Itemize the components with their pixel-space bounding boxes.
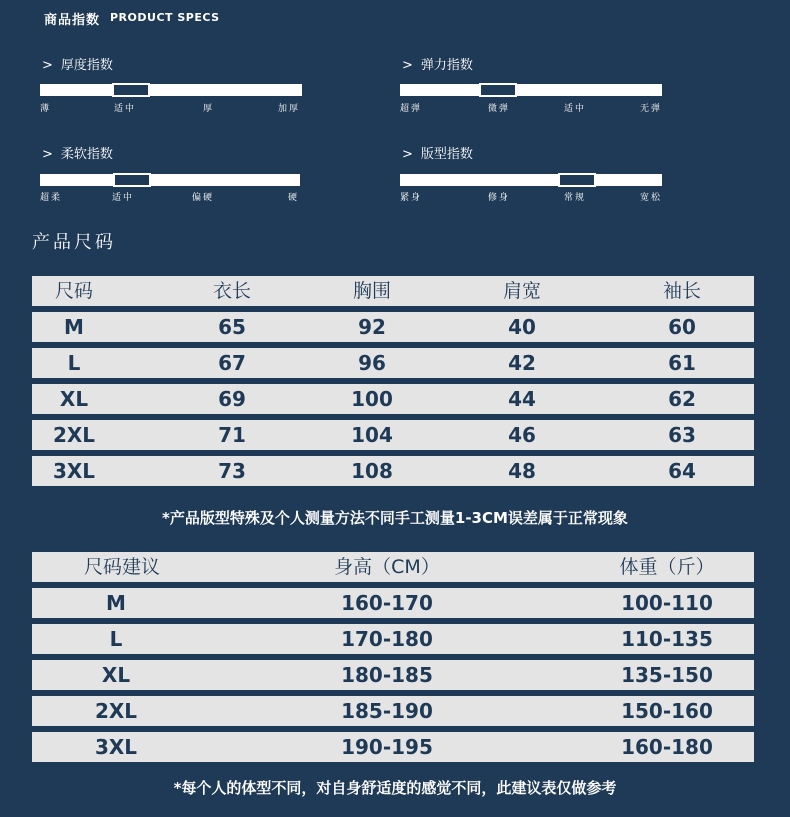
size-cell: 3XL <box>52 459 96 483</box>
fit-index-label: 版型指数 <box>420 147 473 162</box>
specs-title-en: PRODUCT SPECS <box>110 11 220 24</box>
shoulder-cell: 42 <box>508 351 536 375</box>
size-section-title: 产品尺码 <box>32 232 116 253</box>
softness-index-marker <box>113 173 151 187</box>
recommend-header-height: 身高（CM） <box>334 556 440 578</box>
sleeve-cell: 60 <box>668 315 696 339</box>
elasticity-index-title <box>402 54 473 73</box>
softness-label-medium: 适中 <box>112 193 135 203</box>
chest-cell: 96 <box>358 351 386 375</box>
elasticity-label-medium: 适中 <box>564 104 587 114</box>
chevron-right-icon: > <box>402 58 413 73</box>
softness-index-label: 柔软指数 <box>60 147 113 162</box>
height-cell: 170-180 <box>341 627 433 651</box>
softness-label-hard: 硬 <box>288 193 300 203</box>
length-cell: 73 <box>218 459 246 483</box>
size-cell: XL <box>59 387 89 411</box>
size-cell: M <box>64 315 84 339</box>
sleeve-cell: 61 <box>668 351 696 375</box>
table-row <box>32 588 754 618</box>
elasticity-label-slight: 微弹 <box>488 104 511 114</box>
length-cell: 65 <box>218 315 246 339</box>
table-row <box>32 456 754 486</box>
sleeve-cell: 63 <box>668 423 696 447</box>
length-cell: 71 <box>218 423 246 447</box>
shoulder-cell: 46 <box>508 423 536 447</box>
size-cell: 2XL <box>94 699 138 723</box>
size-cell: L <box>109 627 123 651</box>
recommend-header-size: 尺码建议 <box>83 556 160 578</box>
size-measurement-note: *产品版型特殊及个人测量方法不同手工测量1-3CM误差属于正常现象 <box>162 509 628 527</box>
thickness-index-bar <box>40 84 302 96</box>
table-row <box>32 660 754 690</box>
sleeve-cell: 64 <box>668 459 696 483</box>
thickness-label-thin: 薄 <box>40 104 52 114</box>
table-row <box>32 732 754 762</box>
size-header-size: 尺码 <box>54 280 93 302</box>
thickness-index-marker <box>112 83 150 97</box>
length-cell: 69 <box>218 387 246 411</box>
table-row <box>32 696 754 726</box>
elasticity-index-marker <box>479 83 517 97</box>
size-header-sleeve: 袖长 <box>662 280 701 302</box>
weight-cell: 150-160 <box>621 699 713 723</box>
fit-index-title <box>402 143 473 162</box>
shoulder-cell: 40 <box>508 315 536 339</box>
size-cell: 3XL <box>94 735 138 759</box>
table-row <box>32 384 754 414</box>
chest-cell: 100 <box>351 387 393 411</box>
chevron-right-icon: > <box>42 147 53 162</box>
chest-cell: 108 <box>351 459 393 483</box>
length-cell: 67 <box>218 351 246 375</box>
size-cell: M <box>106 591 126 615</box>
table-row <box>32 348 754 378</box>
size-cell: XL <box>101 663 131 687</box>
chest-cell: 104 <box>351 423 393 447</box>
shoulder-cell: 48 <box>508 459 536 483</box>
fit-label-loose: 宽松 <box>640 193 663 203</box>
weight-cell: 160-180 <box>621 735 713 759</box>
weight-cell: 100-110 <box>621 591 713 615</box>
recommend-note: *每个人的体型不同，对自身舒适度的感觉不同，此建议表仅做参考 <box>173 779 617 797</box>
chest-cell: 92 <box>358 315 386 339</box>
thickness-index-label: 厚度指数 <box>60 58 113 73</box>
thickness-label-extra-thick: 加厚 <box>278 104 301 114</box>
table-row <box>32 624 754 654</box>
chevron-right-icon: > <box>402 147 413 162</box>
thickness-label-thick: 厚 <box>203 104 215 114</box>
height-cell: 160-170 <box>341 591 433 615</box>
weight-cell: 135-150 <box>621 663 713 687</box>
shoulder-cell: 44 <box>508 387 536 411</box>
chevron-right-icon: > <box>42 58 53 73</box>
weight-cell: 110-135 <box>621 627 713 651</box>
fit-label-regular: 常规 <box>564 193 587 203</box>
specs-title-cn: 商品指数 <box>44 13 101 28</box>
fit-label-slim: 修身 <box>488 193 511 203</box>
table-row <box>32 312 754 342</box>
elasticity-label-super: 超弹 <box>400 104 423 114</box>
elasticity-label-none: 无弹 <box>640 104 663 114</box>
recommend-table-header <box>32 552 754 582</box>
fit-index-marker <box>558 173 596 187</box>
elasticity-index-label: 弹力指数 <box>420 58 473 73</box>
elasticity-index-bar <box>400 84 662 96</box>
size-cell: L <box>67 351 81 375</box>
sleeve-cell: 62 <box>668 387 696 411</box>
fit-label-tight: 紧身 <box>400 193 423 203</box>
size-header-length: 衣长 <box>212 280 251 302</box>
softness-index-title <box>42 143 113 162</box>
size-cell: 2XL <box>52 423 96 447</box>
height-cell: 190-195 <box>341 735 433 759</box>
thickness-label-medium: 适中 <box>114 104 137 114</box>
thickness-index-title <box>42 54 113 73</box>
softness-index-bar <box>40 174 300 186</box>
table-row <box>32 420 754 450</box>
height-cell: 180-185 <box>341 663 433 687</box>
size-table-header <box>32 276 754 306</box>
fit-index-bar <box>400 174 662 186</box>
softness-label-super-soft: 超柔 <box>40 193 63 203</box>
height-cell: 185-190 <box>341 699 433 723</box>
size-header-shoulder: 肩宽 <box>502 280 541 302</box>
softness-label-firm: 偏硬 <box>192 193 215 203</box>
recommend-header-weight: 体重（斤） <box>619 556 715 578</box>
size-header-chest: 胸围 <box>352 280 391 302</box>
